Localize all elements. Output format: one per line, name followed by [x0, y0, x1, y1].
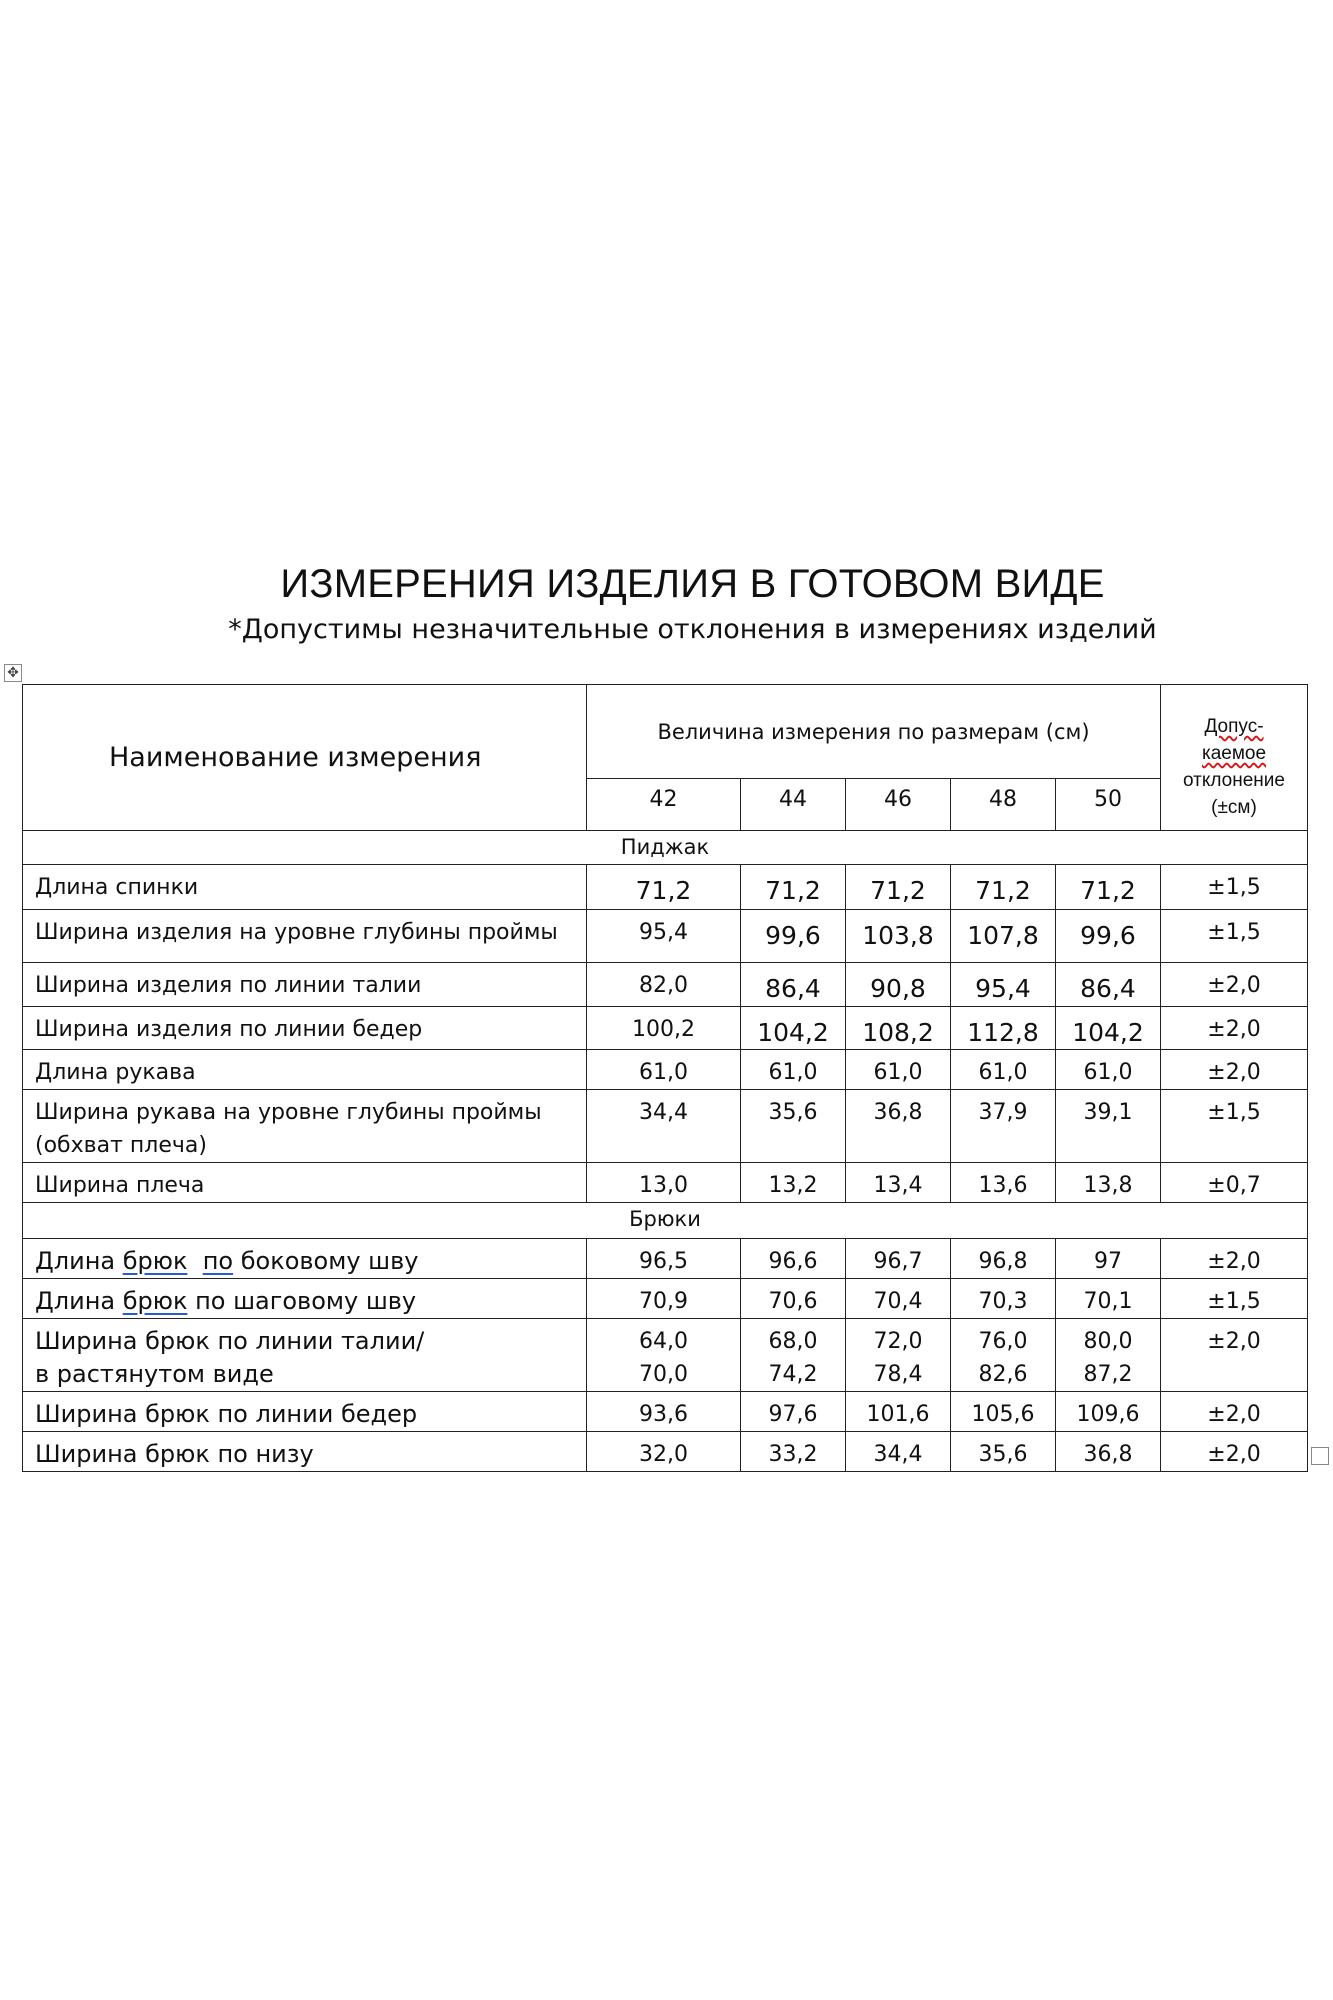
- cell-value: 33,2: [741, 1432, 846, 1472]
- cell-value: 71,2: [1056, 865, 1161, 910]
- cell-tolerance: ±2,0: [1161, 1432, 1308, 1472]
- row-name-part: боковому шву: [233, 1247, 419, 1275]
- cell-value: 64,0: [639, 1329, 688, 1354]
- table-row: [23, 1163, 1308, 1203]
- row-name: [23, 1090, 587, 1163]
- cell-value: 70,6: [741, 1279, 846, 1319]
- row-name-line2: в растянутом виде: [35, 1360, 274, 1388]
- row-name: Ширина изделия на уровне глубины проймы: [23, 910, 587, 963]
- cell-value: 90,8: [846, 963, 951, 1007]
- cell-value-pair: [846, 1319, 951, 1392]
- page-title: ИЗМЕРЕНИЯ ИЗДЕЛИЯ В ГОТОВОМ ВИДЕ: [280, 562, 1105, 606]
- cell-value-pair: [951, 1319, 1056, 1392]
- cell-value: 95,4: [587, 910, 741, 963]
- size-header-44: 44: [741, 779, 846, 831]
- cell-tolerance: ±1,5: [1161, 910, 1308, 963]
- cell-value: 61,0: [587, 1050, 741, 1090]
- row-name-line1: Ширина рукава на уровне глубины проймы: [35, 1100, 542, 1125]
- size-header-42: 42: [587, 779, 741, 831]
- cell-value: 61,0: [951, 1050, 1056, 1090]
- cell-value: 70,3: [951, 1279, 1056, 1319]
- cell-value: 96,7: [846, 1239, 951, 1279]
- cell-value: 104,2: [741, 1007, 846, 1050]
- cell-value: 61,0: [741, 1050, 846, 1090]
- cell-value: 86,4: [741, 963, 846, 1007]
- cell-value: 13,8: [1056, 1163, 1161, 1203]
- cell-value: 96,5: [587, 1239, 741, 1279]
- table-row: [23, 865, 1308, 910]
- header-tolerance-line1: Допус-: [1204, 716, 1264, 737]
- cell-value: 86,4: [1056, 963, 1161, 1007]
- cell-tolerance: ±2,0: [1161, 1007, 1308, 1050]
- header-tolerance-line2: каемое: [1201, 743, 1267, 764]
- cell-value: 78,4: [873, 1362, 923, 1387]
- table-row: [23, 910, 1308, 963]
- cell-value: 100,2: [587, 1007, 741, 1050]
- table-row: [23, 1392, 1308, 1432]
- cell-tolerance: ±1,5: [1161, 1090, 1308, 1163]
- row-name: Длина рукава: [23, 1050, 587, 1090]
- row-name: Ширина плеча: [23, 1163, 587, 1203]
- cell-value: 107,8: [951, 910, 1056, 963]
- cell-value: 37,9: [951, 1090, 1056, 1163]
- table-row: [23, 1239, 1308, 1279]
- cell-value: 32,0: [587, 1432, 741, 1472]
- cell-value: 74,2: [768, 1362, 818, 1387]
- row-name: Ширина брюк по линии бедер: [23, 1392, 587, 1432]
- row-name-part: [187, 1247, 202, 1275]
- cell-value: 80,0: [1083, 1329, 1133, 1354]
- cell-value: 13,2: [741, 1163, 846, 1203]
- cell-tolerance: ±1,5: [1161, 865, 1308, 910]
- row-name: [23, 1279, 587, 1319]
- cell-value: 70,4: [846, 1279, 951, 1319]
- table-row: [23, 1432, 1308, 1472]
- cell-value: 82,0: [587, 963, 741, 1007]
- row-name: Ширина изделия по линии талии: [23, 963, 587, 1007]
- cell-value: 112,8: [951, 1007, 1056, 1050]
- row-name-part: Длина: [35, 1247, 123, 1275]
- row-name: [23, 1319, 587, 1392]
- header-tolerance-line3: отклонение: [1183, 770, 1285, 791]
- size-header-48: 48: [951, 779, 1056, 831]
- cell-value: 68,0: [768, 1329, 818, 1354]
- size-header-46: 46: [846, 779, 951, 831]
- cell-value: 103,8: [846, 910, 951, 963]
- table-row: [23, 1007, 1308, 1050]
- row-name-line2: (обхват плеча): [35, 1133, 207, 1158]
- cell-value: 87,2: [1083, 1362, 1133, 1387]
- table-row: [23, 1279, 1308, 1319]
- cell-value: 93,6: [587, 1392, 741, 1432]
- cell-value: 34,4: [846, 1432, 951, 1472]
- row-name: Длина спинки: [23, 865, 587, 910]
- cell-tolerance: ±2,0: [1161, 1319, 1308, 1392]
- cell-value: 36,8: [846, 1090, 951, 1163]
- row-name: [23, 1239, 587, 1279]
- cell-value: 70,1: [1056, 1279, 1161, 1319]
- row-name-line1: Ширина брюк по линии талии/: [35, 1327, 425, 1355]
- cell-value: 109,6: [1056, 1392, 1161, 1432]
- table-resize-handle-icon[interactable]: [1311, 1447, 1329, 1465]
- cell-value: 105,6: [951, 1392, 1056, 1432]
- header-tolerance-line4: (±см): [1211, 797, 1257, 818]
- cell-value: 35,6: [741, 1090, 846, 1163]
- table-row: [23, 963, 1308, 1007]
- cell-value: 76,0: [978, 1329, 1028, 1354]
- header-sizes-caption: Величина измерения по размерам (см): [587, 685, 1161, 779]
- cell-value: 104,2: [1056, 1007, 1161, 1050]
- cell-value: 35,6: [951, 1432, 1056, 1472]
- table-row: [23, 1319, 1308, 1392]
- cell-value: 13,4: [846, 1163, 951, 1203]
- cell-value-pair: [1056, 1319, 1161, 1392]
- table-row: [23, 1050, 1308, 1090]
- cell-tolerance: ±2,0: [1161, 1050, 1308, 1090]
- cell-tolerance: ±2,0: [1161, 1392, 1308, 1432]
- cell-value: 101,6: [846, 1392, 951, 1432]
- table-row: [23, 1090, 1308, 1163]
- row-name: Ширина изделия по линии бедер: [23, 1007, 587, 1050]
- cell-value: 96,8: [951, 1239, 1056, 1279]
- row-name: Ширина брюк по низу: [23, 1432, 587, 1472]
- cell-value: 95,4: [951, 963, 1056, 1007]
- cell-tolerance: ±2,0: [1161, 1239, 1308, 1279]
- row-name-part: по шаговому шву: [187, 1287, 417, 1315]
- cell-tolerance: ±0,7: [1161, 1163, 1308, 1203]
- cell-value: 99,6: [741, 910, 846, 963]
- cell-value: 71,2: [951, 865, 1056, 910]
- header-tolerance: [1161, 685, 1308, 831]
- row-name-part-underlined: брюк: [122, 1287, 188, 1315]
- row-name-part: Длина: [35, 1287, 123, 1315]
- table-move-handle-icon[interactable]: ✥: [4, 664, 22, 682]
- header-name: Наименование измерения: [23, 685, 587, 831]
- cell-value-pair: [741, 1319, 846, 1392]
- cell-value: 97,6: [741, 1392, 846, 1432]
- section-title-jacket: Пиджак: [23, 831, 1308, 865]
- cell-tolerance: ±2,0: [1161, 963, 1308, 1007]
- size-header-50: 50: [1056, 779, 1161, 831]
- cell-value: 82,6: [978, 1362, 1028, 1387]
- cell-value: 34,4: [587, 1090, 741, 1163]
- cell-value: 13,6: [951, 1163, 1056, 1203]
- cell-value: 70,9: [587, 1279, 741, 1319]
- cell-value: 61,0: [846, 1050, 951, 1090]
- section-title-trousers: Брюки: [23, 1203, 1308, 1239]
- cell-value: 39,1: [1056, 1090, 1161, 1163]
- cell-value: 13,0: [587, 1163, 741, 1203]
- cell-value: 108,2: [846, 1007, 951, 1050]
- cell-value: 61,0: [1056, 1050, 1161, 1090]
- cell-value: 71,2: [741, 865, 846, 910]
- cell-value: 70,0: [639, 1362, 688, 1387]
- row-name-part-underlined: брюк: [122, 1247, 188, 1275]
- cell-value: 99,6: [1056, 910, 1161, 963]
- cell-value: 36,8: [1056, 1432, 1161, 1472]
- cell-value-pair: [587, 1319, 741, 1392]
- row-name-part-underlined: по: [202, 1247, 234, 1275]
- page-subtitle: *Допустимы незначительные отклонения в измерениях изделий: [228, 614, 1157, 645]
- cell-value: 97: [1056, 1239, 1161, 1279]
- cell-value: 72,0: [873, 1329, 923, 1354]
- cell-value: 71,2: [846, 865, 951, 910]
- cell-tolerance: ±1,5: [1161, 1279, 1308, 1319]
- measurements-table: [22, 684, 1308, 1472]
- cell-value: 96,6: [741, 1239, 846, 1279]
- cell-value: 71,2: [587, 865, 741, 910]
